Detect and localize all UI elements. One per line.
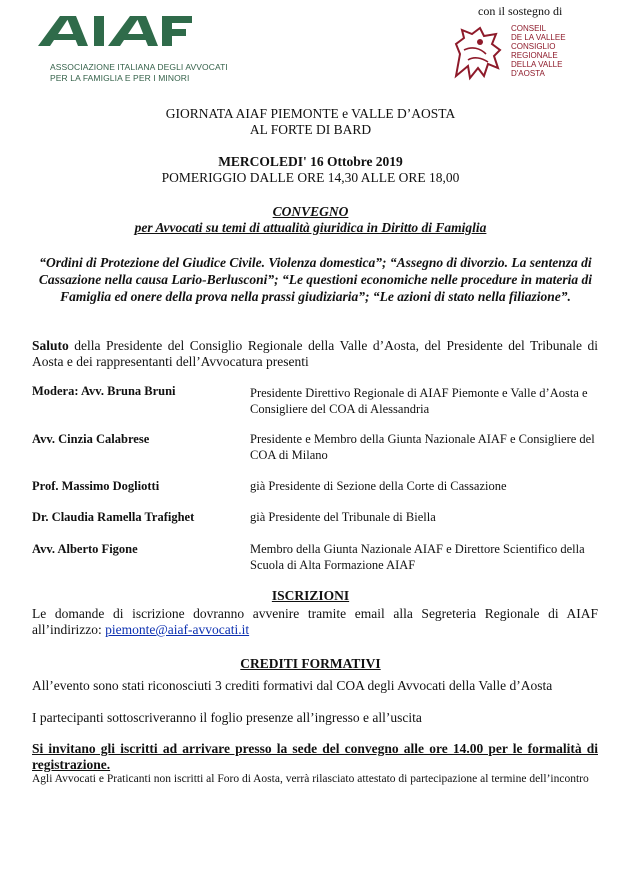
council-line: DELLA VALLE [511,60,563,69]
convegno-subtitle: per Avvocati su temi di attualità giuridica in Diritto di Famiglia [134,220,487,235]
council-line: D'AOSTA [511,69,545,78]
speaker-name: Modera: Avv. Bruna Bruni [32,384,176,398]
speaker-name: Avv. Cinzia Calabrese [32,432,150,446]
council-line: CONSIGLIO [511,42,556,51]
speaker-role: Presidente e Membro della Giunta Nazionale AIAF e Consigliere del COA di Milano [250,432,595,462]
event-title-line2: AL FORTE DI BARD [249,122,372,137]
arrival-notice: Si invitano gli iscritti ad arrivare presso la sede del convegno alle ore 14.00 per le formalità di registrazione. [32,741,598,772]
aiaf-logo-mark [36,10,196,50]
aiaf-subtitle-line2: PER LA FAMIGLIA E PER I MINORI [50,73,190,83]
council-name [511,24,566,78]
iscrizioni-text: Le domande di iscrizione dovranno avvenire tramite email alla Segreteria Regionale di AIAF all’indirizzo: [32,606,598,637]
convegno-title: CONVEGNO [272,204,349,219]
saluto-paragraph [32,338,598,370]
speaker-role: già Presidente del Tribunale di Biella [250,510,436,524]
aiaf-logo [36,10,236,85]
council-line: REGIONALE [511,51,558,60]
speaker-role: Presidente Direttivo Regionale di AIAF Piemonte e Valle d’Aosta e Consigliere del COA di Alessandria [250,386,588,416]
speaker-name: Avv. Alberto Figone [32,542,138,556]
convegno-topics: “Ordini di Protezione del Giudice Civile. Violenza domestica”; “Assegno di divorzio. La sentenza di Cassazione nella causa Lario-Berlusconi”; “Le questioni economiche nelle procedure in materia di Famiglia ed onere della prova nella prassi giudiziaria”; “Le azioni di stato nella filiazione”. [38,255,593,304]
speaker-name: Dr. Claudia Ramella Trafighet [32,510,195,524]
council-lion-emblem-icon [450,24,506,84]
event-title-line1: GIORNATA AIAF PIEMONTE e VALLE D’AOSTA [165,106,456,121]
speaker-name: Prof. Massimo Dogliotti [32,479,160,493]
aiaf-wordmark: AIAF [116,48,119,49]
event-time: POMERIGGIO DALLE ORE 14,30 ALLE ORE 18,00 [161,170,460,185]
speaker-role: già Presidente di Sezione della Corte di Cassazione [250,479,507,493]
crediti-heading: CREDITI FORMATIVI [240,656,381,671]
aiaf-subtitle-line1: ASSOCIAZIONE ITALIANA DEGLI AVVOCATI [50,62,228,72]
council-line: CONSEIL [511,24,547,33]
saluto-lead: Saluto [32,338,69,353]
email-link[interactable]: piemonte@aiaf-avvocati.it [105,622,250,637]
saluto-text: della Presidente del Consiglio Regionale della Valle d’Aosta, del Presidente del Tribunale di Aosta e dei rappresentanti dell’Avvocatura presenti [32,338,598,369]
crediti-text: All’evento sono stati riconosciuti 3 crediti formativi dal COA degli Avvocati della Valle d’Aosta [32,678,553,693]
attestato-note: Agli Avvocati e Praticanti non iscritti al Foro di Aosta, verrà rilasciato attestato di partecipazione al termine dell’incontro [32,773,589,785]
iscrizioni-paragraph [32,606,598,638]
council-line: DE LA VALLEE [511,33,566,42]
iscrizioni-heading: ISCRIZIONI [271,588,350,603]
speaker-role: Membro della Giunta Nazionale AIAF e Direttore Scientifico della Scuola di Alta Formazione AIAF [250,542,585,572]
event-date: MERCOLEDI' 16 Ottobre 2019 [218,154,403,169]
sponsor-label: con il sostegno di [478,4,563,18]
presenze-text: I partecipanti sottoscriveranno il foglio presenze all’ingresso e all’uscita [32,710,422,725]
